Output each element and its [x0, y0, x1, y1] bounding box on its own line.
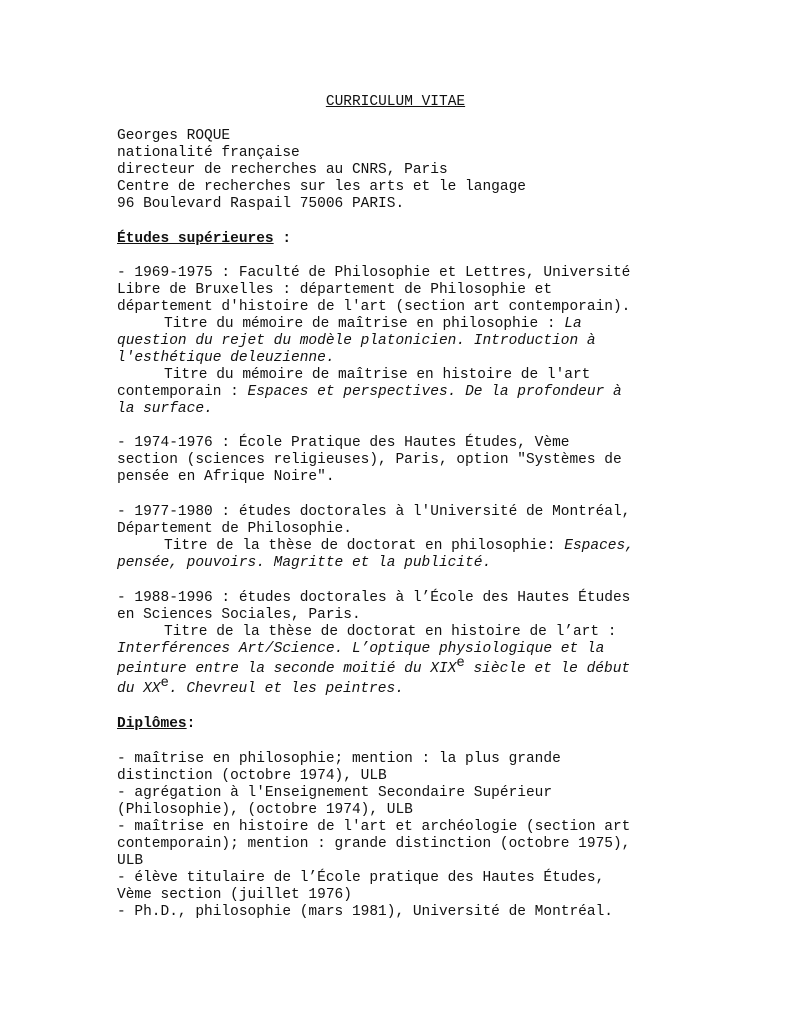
- memoir-philosophy: Titre du mémoire de maîtrise en philosophie : La: [164, 316, 582, 332]
- thesis-art-history-title: Interférences Art/Science. L’optique physiologique et la: [117, 641, 605, 657]
- list-item-line: Libre de Bruxelles : département de Philosophie et: [117, 282, 553, 298]
- studies-item-1977: [117, 504, 697, 572]
- list-item-line: - élève titulaire de l’École pratique des Hautes Études,: [117, 870, 605, 886]
- studies-heading: Études supérieures :: [117, 231, 292, 247]
- studies-item-1969: [117, 265, 697, 418]
- diplomas-list: [117, 751, 697, 921]
- thesis-art-history: Titre de la thèse de doctorat en histoire de l’art :: [164, 624, 617, 640]
- memoir-philosophy-title: question du rejet du modèle platonicien. Introduction à: [117, 333, 596, 349]
- list-item-line: pensée en Afrique Noire".: [117, 469, 335, 485]
- memoir-art-history: Titre du mémoire de maîtrise en histoire de l'art: [164, 367, 591, 383]
- header-block: [117, 128, 697, 213]
- thesis-art-history-title: du XXe. Chevreul et les peintres.: [117, 675, 404, 697]
- studies-item-1974: [117, 435, 697, 486]
- diplomas-heading: Diplômes:: [117, 716, 196, 732]
- author-name: Georges ROQUE: [117, 128, 231, 144]
- position: directeur de recherches au CNRS, Paris: [117, 162, 448, 178]
- studies-item-1988: [117, 590, 697, 698]
- thesis-philosophy: Titre de la thèse de doctorat en philosophie: Espaces,: [164, 538, 634, 554]
- list-item-line: (Philosophie), (octobre 1974), ULB: [117, 802, 413, 818]
- thesis-art-history-title: peinture entre la seconde moitié du XIXe siècle et le début: [117, 655, 631, 677]
- memoir-art-history-title: la surface.: [117, 401, 213, 417]
- list-item-line: en Sciences Sociales, Paris.: [117, 607, 361, 623]
- list-item-line: - 1969-1975 : Faculté de Philosophie et Lettres, Université: [117, 265, 631, 281]
- memoir-art-history-title: contemporain : Espaces et perspectives. De la profondeur à: [117, 384, 622, 400]
- list-item-line: Vème section (juillet 1976): [117, 887, 352, 903]
- list-item-line: - maîtrise en philosophie; mention : la plus grande: [117, 751, 561, 767]
- address: 96 Boulevard Raspail 75006 PARIS.: [117, 196, 405, 212]
- nationality: nationalité française: [117, 145, 300, 161]
- thesis-philosophy-title: pensée, pouvoirs. Magritte et la publicité.: [117, 555, 492, 571]
- list-item-line: département d'histoire de l'art (section art contemporain).: [117, 299, 631, 315]
- list-item-line: - 1974-1976 : École Pratique des Hautes Études, Vème: [117, 435, 570, 451]
- list-item-line: - 1977-1980 : études doctorales à l'Université de Montréal,: [117, 504, 631, 520]
- list-item-line: ULB: [117, 853, 144, 869]
- list-item-line: section (sciences religieuses), Paris, option "Systèmes de: [117, 452, 622, 468]
- document-title: CURRICULUM VITAE: [325, 94, 466, 110]
- list-item-line: - 1988-1996 : études doctorales à l’École des Hautes Études: [117, 590, 631, 606]
- list-item-line: distinction (octobre 1974), ULB: [117, 768, 387, 784]
- memoir-philosophy-title: l'esthétique deleuzienne.: [117, 350, 335, 366]
- institution: Centre de recherches sur les arts et le langage: [117, 179, 526, 195]
- list-item-line: contemporain); mention : grande distinction (octobre 1975),: [117, 836, 631, 852]
- list-item-line: - agrégation à l'Enseignement Secondaire Supérieur: [117, 785, 553, 801]
- list-item-line: - maîtrise en histoire de l'art et archéologie (section art: [117, 819, 631, 835]
- list-item-line: - Ph.D., philosophie (mars 1981), Université de Montréal.: [117, 904, 613, 920]
- list-item-line: Département de Philosophie.: [117, 521, 352, 537]
